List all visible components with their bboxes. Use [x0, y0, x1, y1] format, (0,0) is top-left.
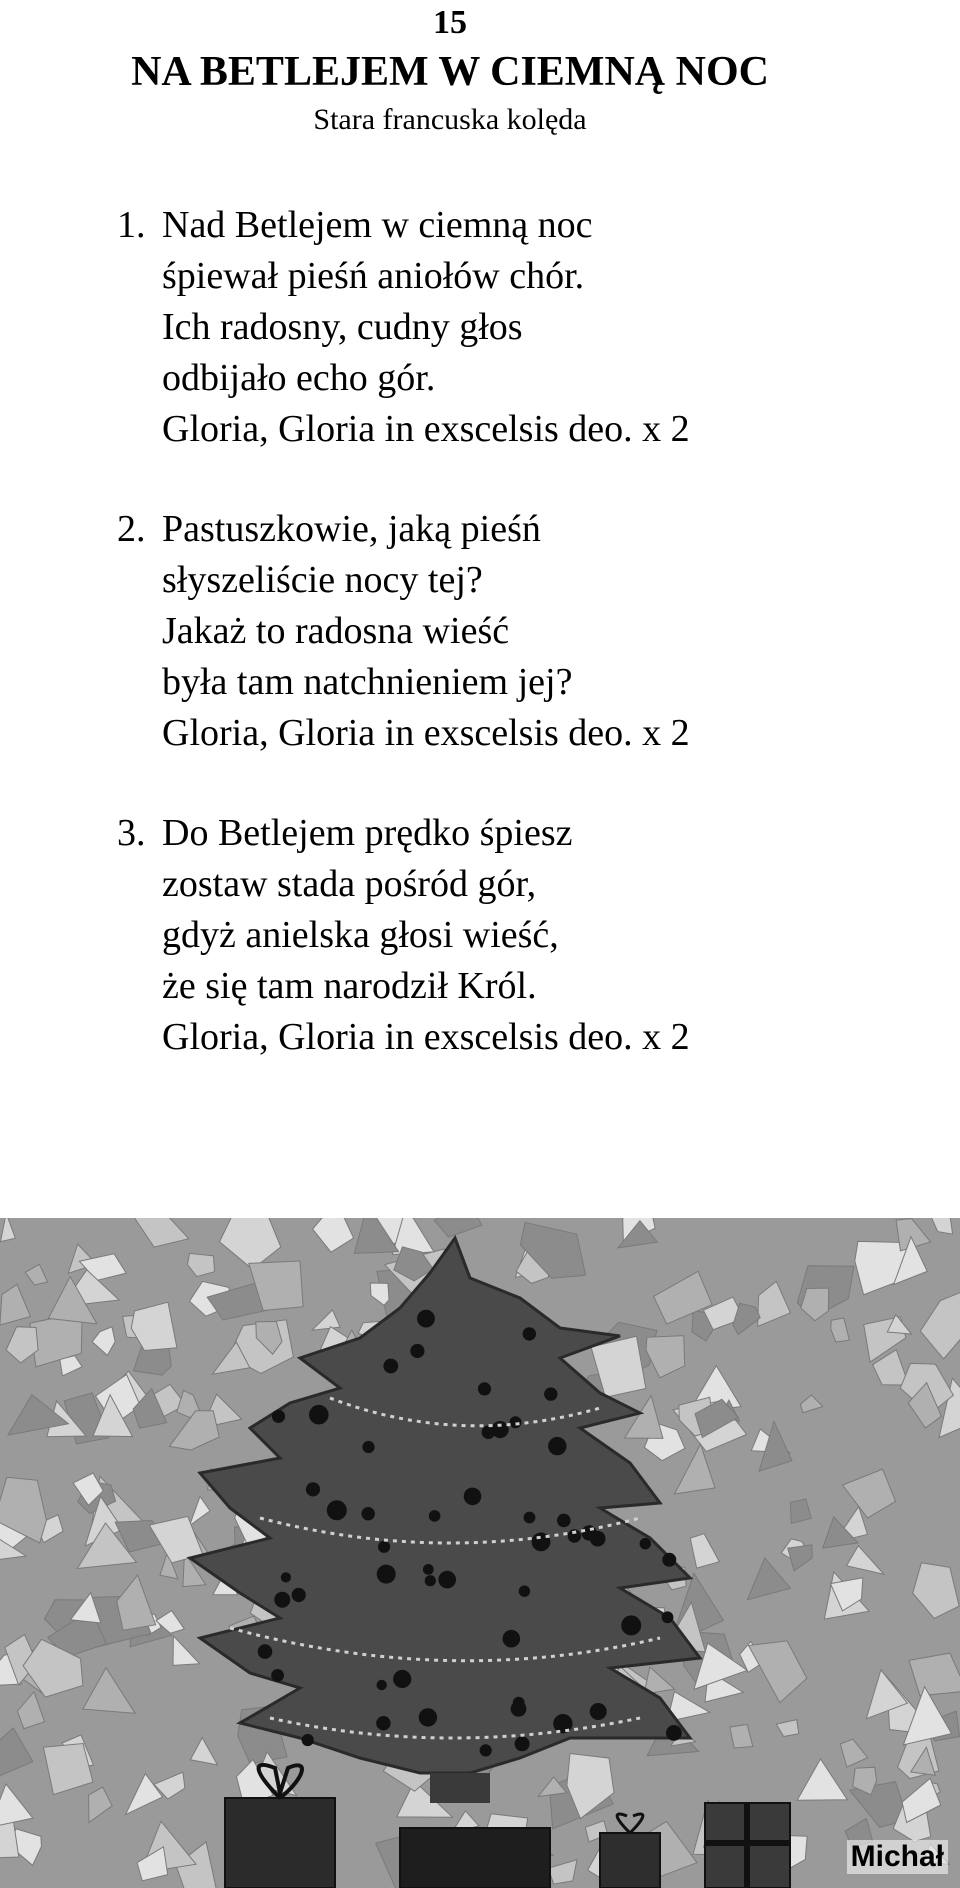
ornament [377, 1680, 387, 1690]
ornament [666, 1725, 682, 1741]
ornament [464, 1488, 482, 1506]
paper-scrap [801, 1288, 829, 1321]
ornament [480, 1744, 492, 1756]
paper-scrap [797, 1759, 847, 1800]
paper-scrap [220, 1218, 281, 1269]
verse-line: gdyż anielska głosi wieść, [162, 914, 559, 956]
gift-bow-small [617, 1814, 643, 1833]
ornament [378, 1541, 390, 1553]
ornament [503, 1630, 521, 1648]
gift-box-center [400, 1828, 550, 1888]
paper-scrap [169, 1411, 219, 1450]
paper-scrap [313, 1218, 354, 1252]
paper-scrap [847, 1546, 884, 1575]
ornament [274, 1592, 290, 1608]
paper-scrap [1, 1218, 16, 1242]
ornament [544, 1387, 557, 1400]
ornament [590, 1531, 606, 1547]
paper-scrap [840, 1739, 867, 1767]
paper-scrap [548, 1860, 577, 1884]
paper-scrap [801, 1395, 823, 1413]
gift-box-left [225, 1798, 335, 1888]
verse-line [117, 808, 917, 859]
christmas-tree-illustration [0, 1218, 960, 1888]
paper-scrap [758, 1281, 791, 1326]
paper-scrap [434, 1218, 482, 1237]
paper-scrap [6, 1327, 38, 1363]
ornament [362, 1507, 375, 1520]
ornament [640, 1538, 651, 1549]
ornament [327, 1500, 347, 1520]
paper-scrap [0, 1284, 31, 1325]
paper-scrap [920, 1292, 960, 1359]
verse-text: Do Betlejem prędko śpiesz [162, 812, 573, 854]
paper-scrap [190, 1738, 217, 1765]
paper-scrap [776, 1720, 799, 1737]
paper-scrap [538, 1777, 566, 1797]
song-title: NA BETLEJEM W CIEMNĄ NOC [131, 49, 769, 95]
ornament [309, 1405, 329, 1425]
verse-line: była tam natchnieniem jej? [162, 661, 573, 703]
verse-number: 2. [117, 508, 146, 550]
paper-scrap [117, 1575, 156, 1630]
ornament [438, 1571, 456, 1589]
ornament [302, 1734, 314, 1746]
ornament [376, 1716, 390, 1730]
ornament [553, 1714, 572, 1733]
paper-scrap [189, 1497, 210, 1526]
ornament [362, 1441, 374, 1453]
ornament [482, 1425, 496, 1439]
verse-line: Jakaż to radosna wieść [162, 610, 510, 652]
ornament [515, 1736, 530, 1751]
verse-2 [117, 504, 917, 759]
ornament [410, 1344, 424, 1358]
paper-scrap [0, 1784, 33, 1828]
ornament [662, 1611, 674, 1623]
paper-scrap [17, 1692, 44, 1729]
paper-scrap [126, 1218, 189, 1247]
ornament [393, 1670, 411, 1688]
paper-scrap [83, 1668, 135, 1714]
verse-number: 3. [117, 812, 146, 854]
ornament [662, 1553, 676, 1567]
tree-trunk [430, 1773, 490, 1803]
verse-line: śpiewał pieśń aniołów chór. [162, 255, 585, 297]
ornament [510, 1416, 522, 1428]
paper-scrap [312, 1310, 340, 1330]
paper-scrap [730, 1724, 753, 1748]
verse-3 [117, 808, 917, 1063]
ornament [258, 1644, 273, 1659]
ornament [419, 1708, 437, 1726]
ornament [548, 1437, 566, 1455]
song-subtitle: Stara francuska kolęda [313, 103, 587, 136]
ornament [429, 1510, 441, 1522]
paper-scrap [747, 1558, 790, 1600]
ornament [621, 1615, 641, 1635]
collage-artwork [0, 1218, 960, 1888]
verse-text: Pastuszkowie, jaką pieśń [162, 508, 541, 550]
paper-scrap [646, 1336, 685, 1378]
paper-scrap [89, 1787, 113, 1822]
paper-scrap [131, 1302, 177, 1350]
ornament [272, 1410, 285, 1423]
verse-line [117, 504, 917, 555]
paper-scrap [675, 1444, 716, 1494]
gift-box-small [600, 1833, 660, 1888]
ornament [523, 1327, 536, 1340]
paper-scrap [831, 1318, 850, 1342]
paper-scrap [0, 1728, 33, 1777]
christmas-tree [190, 1238, 700, 1773]
ornament [590, 1703, 607, 1720]
ornament [377, 1565, 396, 1584]
ornament [557, 1514, 571, 1528]
verse-line: odbijało echo gór. [162, 357, 436, 399]
verse-line: Gloria, Gloria in exscelsis deo. x 2 [162, 712, 690, 754]
paper-scrap [930, 1218, 953, 1234]
verse-line: zostaw stada pośród gór, [162, 863, 537, 905]
ornament [478, 1382, 491, 1395]
paper-scrap [790, 1499, 811, 1523]
ornament [519, 1586, 530, 1597]
ornament [511, 1701, 527, 1717]
ornament [306, 1482, 320, 1496]
paper-scrap [913, 1563, 960, 1619]
paper-scrap [909, 1653, 960, 1696]
ornament [281, 1572, 291, 1582]
verse-line: że się tam narodził Król. [162, 965, 537, 1007]
ornament [292, 1588, 306, 1602]
verse-1 [117, 200, 917, 455]
ornament [423, 1564, 434, 1575]
verse-line: Gloria, Gloria in exscelsis deo. x 2 [162, 408, 690, 450]
ornament [417, 1310, 435, 1328]
page-number: 15 [433, 4, 467, 41]
artist-signature: Michał [847, 1840, 948, 1874]
paper-scrap [173, 1636, 200, 1666]
paper-scrap [92, 1327, 115, 1356]
verse-line: słyszeliście nocy tej? [162, 559, 483, 601]
ornament [271, 1669, 284, 1682]
ornament [425, 1575, 436, 1586]
verse-line [117, 200, 917, 251]
paper-scrap [25, 1264, 47, 1285]
verse-number: 1. [117, 204, 146, 246]
ornament [383, 1359, 398, 1374]
paper-scrap [370, 1283, 389, 1305]
paper-scrap [187, 1253, 214, 1276]
ornament [524, 1512, 536, 1524]
verse-line: Ich radosny, cudny głos [162, 306, 523, 348]
paper-scrap [788, 1545, 813, 1571]
verse-text: Nad Betlejem w ciemną noc [162, 204, 593, 246]
paper-scrap [690, 1534, 719, 1568]
paper-scrap [843, 1469, 896, 1518]
paper-scrap [126, 1774, 163, 1815]
verse-line: Gloria, Gloria in exscelsis deo. x 2 [162, 1016, 690, 1058]
paper-scrap [749, 1641, 807, 1703]
